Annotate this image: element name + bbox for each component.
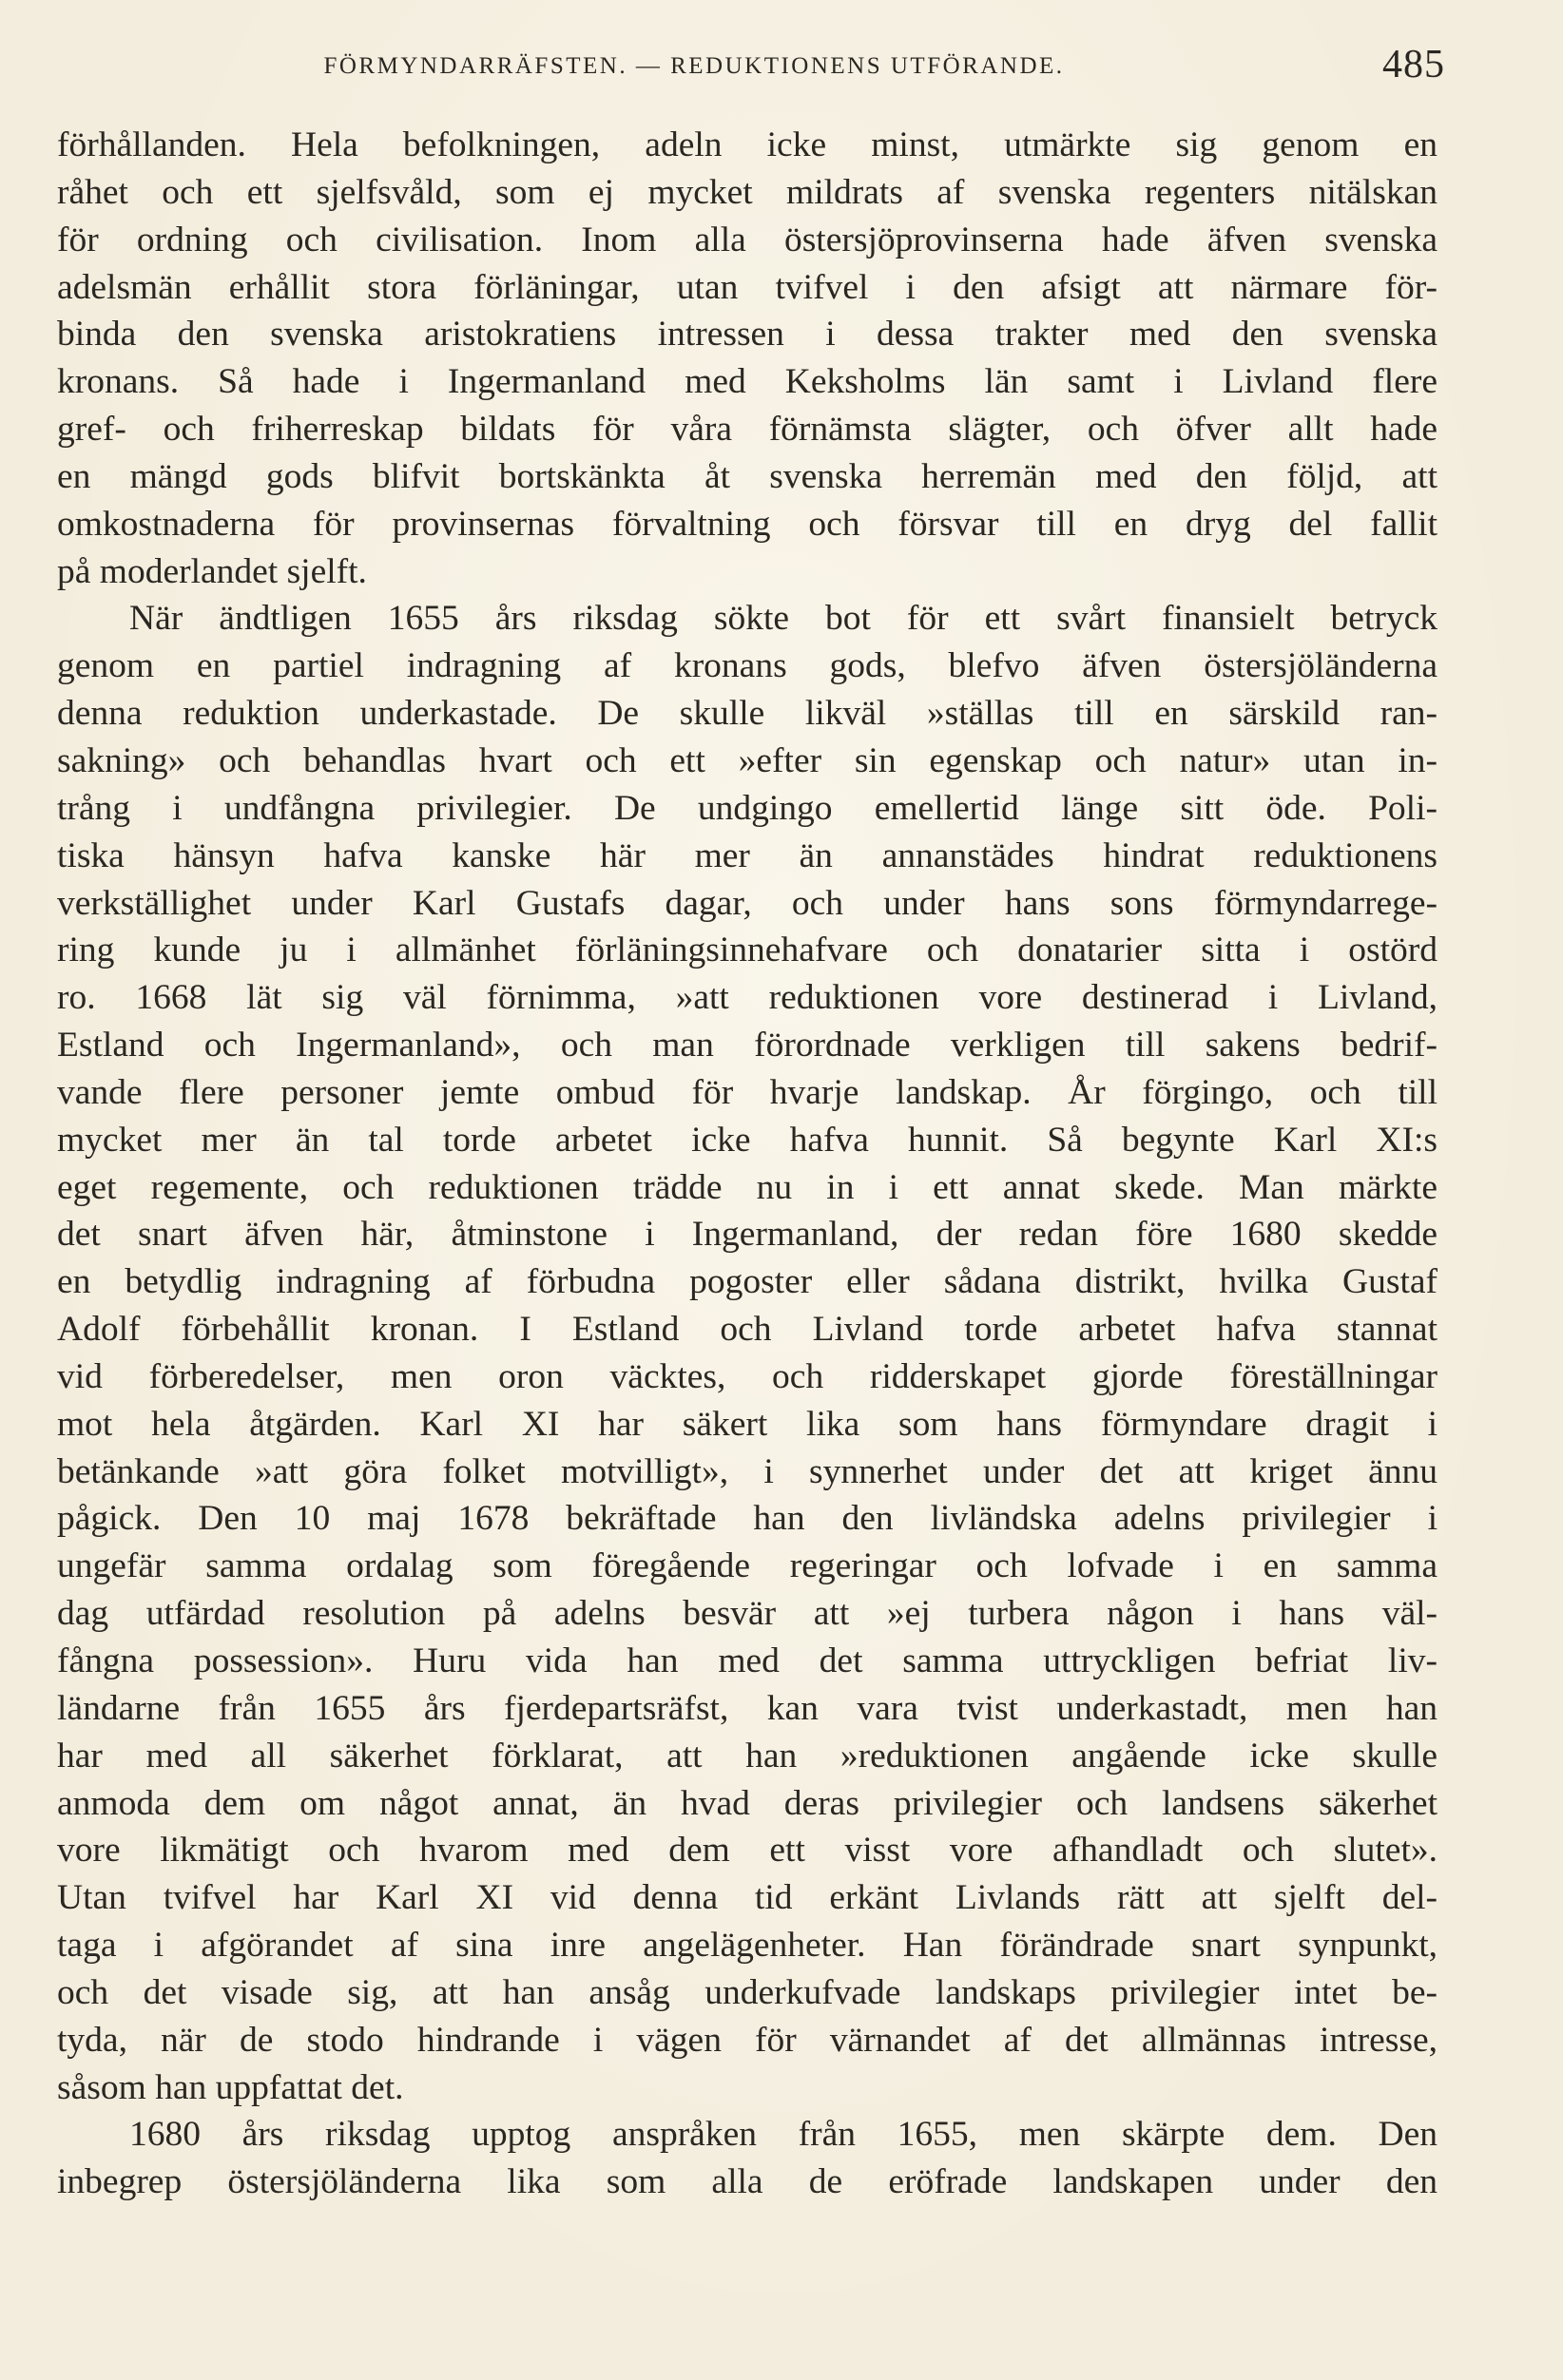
text-line: för ordning och civilisation. Inom alla östersjöprovinserna hade äfven svenska xyxy=(57,220,1438,259)
running-head xyxy=(57,42,1445,95)
paragraph-end-line: på moderlandet sjelft. xyxy=(57,551,367,591)
text-line: det snart äfven här, åtminstone i Ingermanland, der redan före 1680 skedde xyxy=(57,1215,1438,1255)
text-line: anmoda dem om något annat, än hvad deras privilegier och landsens säkerhet xyxy=(57,1783,1438,1823)
text-line: sakning» och behandlas hvart och ett »efter sin egenskap och natur» utan in- xyxy=(57,740,1438,780)
text-line: eget regemente, och reduktionen trädde nu in i ett annat skede. Man märkte xyxy=(57,1167,1438,1207)
text-line: ungefär samma ordalag som föregående regeringar och lofvade i en samma xyxy=(57,1546,1438,1586)
text-line: vore likmätigt och hvarom med dem ett visst vore afhandladt och slutet». xyxy=(57,1831,1438,1871)
body-text xyxy=(57,122,1438,2206)
text-line: ländarne från 1655 års fjerdepartsräfst, kan vara tvist underkastadt, men han xyxy=(57,1688,1438,1728)
text-line: gref- och friherreskap bildats för våra förnämsta slägter, och öfver allt hade xyxy=(57,410,1438,450)
paragraph-start-line: 1680 års riksdag upptog anspråken från 1655, men skärpte dem. Den xyxy=(129,2115,1438,2155)
text-line: fångna possession». Huru vida han med det samma uttryckligen befriat liv- xyxy=(57,1641,1438,1680)
text-line: verkställighet under Karl Gustafs dagar, och under hans sons förmyndarrege- xyxy=(57,883,1438,923)
text-line: betänkande »att göra folket motvilligt», i synnerhet under det att kriget ännu xyxy=(57,1451,1438,1491)
text-line: genom en partiel indragning af kronans gods, blefvo äfven östersjöländerna xyxy=(57,646,1438,686)
paragraph-end-line: såsom han uppfattat det. xyxy=(57,2067,404,2107)
page-number: 485 xyxy=(1382,43,1445,86)
text-line: en betydlig indragning af förbudna pogoster eller sådana distrikt, hvilka Gustaf xyxy=(57,1262,1438,1302)
text-line: Estland och Ingermanland», och man förordnade verkligen till sakens bedrif- xyxy=(57,1026,1438,1065)
text-line: adelsmän erhållit stora förläningar, utan tvifvel i den afsigt att närmare för- xyxy=(57,267,1438,307)
text-line: förhållanden. Hela befolkningen, adeln icke minst, utmärkte sig genom en xyxy=(57,125,1438,164)
text-line: mot hela åtgärden. Karl XI har säkert lika som hans förmyndare dragit i xyxy=(57,1404,1438,1444)
text-line: trång i undfångna privilegier. De undgingo emellertid länge sitt öde. Poli- xyxy=(57,788,1438,828)
text-line: vande flere personer jemte ombud för hvarje landskap. År förgingo, och till xyxy=(57,1072,1438,1112)
text-line: Utan tvifvel har Karl XI vid denna tid erkänt Livlands rätt att sjelft del- xyxy=(57,1878,1438,1918)
text-line: ro. 1668 lät sig väl förnimma, »att reduktionen vore destinerad i Livland, xyxy=(57,978,1438,1018)
text-line: vid förberedelser, men oron väcktes, och ridderskapet gjorde föreställningar xyxy=(57,1356,1438,1396)
text-line: mycket mer än tal torde arbetet icke hafva hunnit. Så begynte Karl XI:s xyxy=(57,1120,1438,1160)
text-line: Adolf förbehållit kronan. I Estland och Livland torde arbetet hafva stannat xyxy=(57,1310,1438,1350)
text-line: omkostnaderna för provinsernas förvaltning och försvar till en dryg del fallit xyxy=(57,504,1438,544)
text-line: har med all säkerhet förklarat, att han »reduktionen angående icke skulle xyxy=(57,1736,1438,1775)
text-line: råhet och ett sjelfsvåld, som ej mycket mildrats af svenska regenters nitälskan xyxy=(57,172,1438,212)
text-line: pågick. Den 10 maj 1678 bekräftade han den livländska adelns privilegier i xyxy=(57,1499,1438,1539)
text-line: en mängd gods blifvit bortskänkta åt svenska herremän med den följd, att xyxy=(57,456,1438,496)
text-line: tyda, när de stodo hindrande i vägen för värnandet af det allmännas intresse, xyxy=(57,2020,1438,2060)
text-line: taga i afgörandet af sina inre angelägenheter. Han förändrade snart synpunkt, xyxy=(57,1926,1438,1966)
text-line: dag utfärdad resolution på adelns besvär att »ej turbera någon i hans väl- xyxy=(57,1594,1438,1634)
text-line: kronans. Så hade i Ingermanland med Keksholms län samt i Livland flere xyxy=(57,362,1438,402)
text-line: tiska hänsyn hafva kanske här mer än annanstädes hindrat reduktionens xyxy=(57,835,1438,875)
text-line: inbegrep östersjöländerna lika som alla de eröfrade landskapen under den xyxy=(57,2162,1438,2202)
paragraph-start-line: När ändtligen 1655 års riksdag sökte bot för ett svårt finansielt betryck xyxy=(129,599,1438,639)
text-line: denna reduktion underkastade. De skulle likväl »ställas till en särskild ran- xyxy=(57,694,1438,734)
text-line: binda den svenska aristokratiens intressen i dessa trakter med den svenska xyxy=(57,315,1438,355)
running-title: FÖRMYNDARRÄFSTEN. — REDUKTIONENS UTFÖRANDE. xyxy=(323,53,1065,79)
text-line: och det visade sig, att han ansåg underkufvade landskaps privilegier intet be- xyxy=(57,1972,1438,2012)
text-line: ring kunde ju i allmänhet förläningsinnehafvare och donatarier sitta i ostörd xyxy=(57,931,1438,970)
